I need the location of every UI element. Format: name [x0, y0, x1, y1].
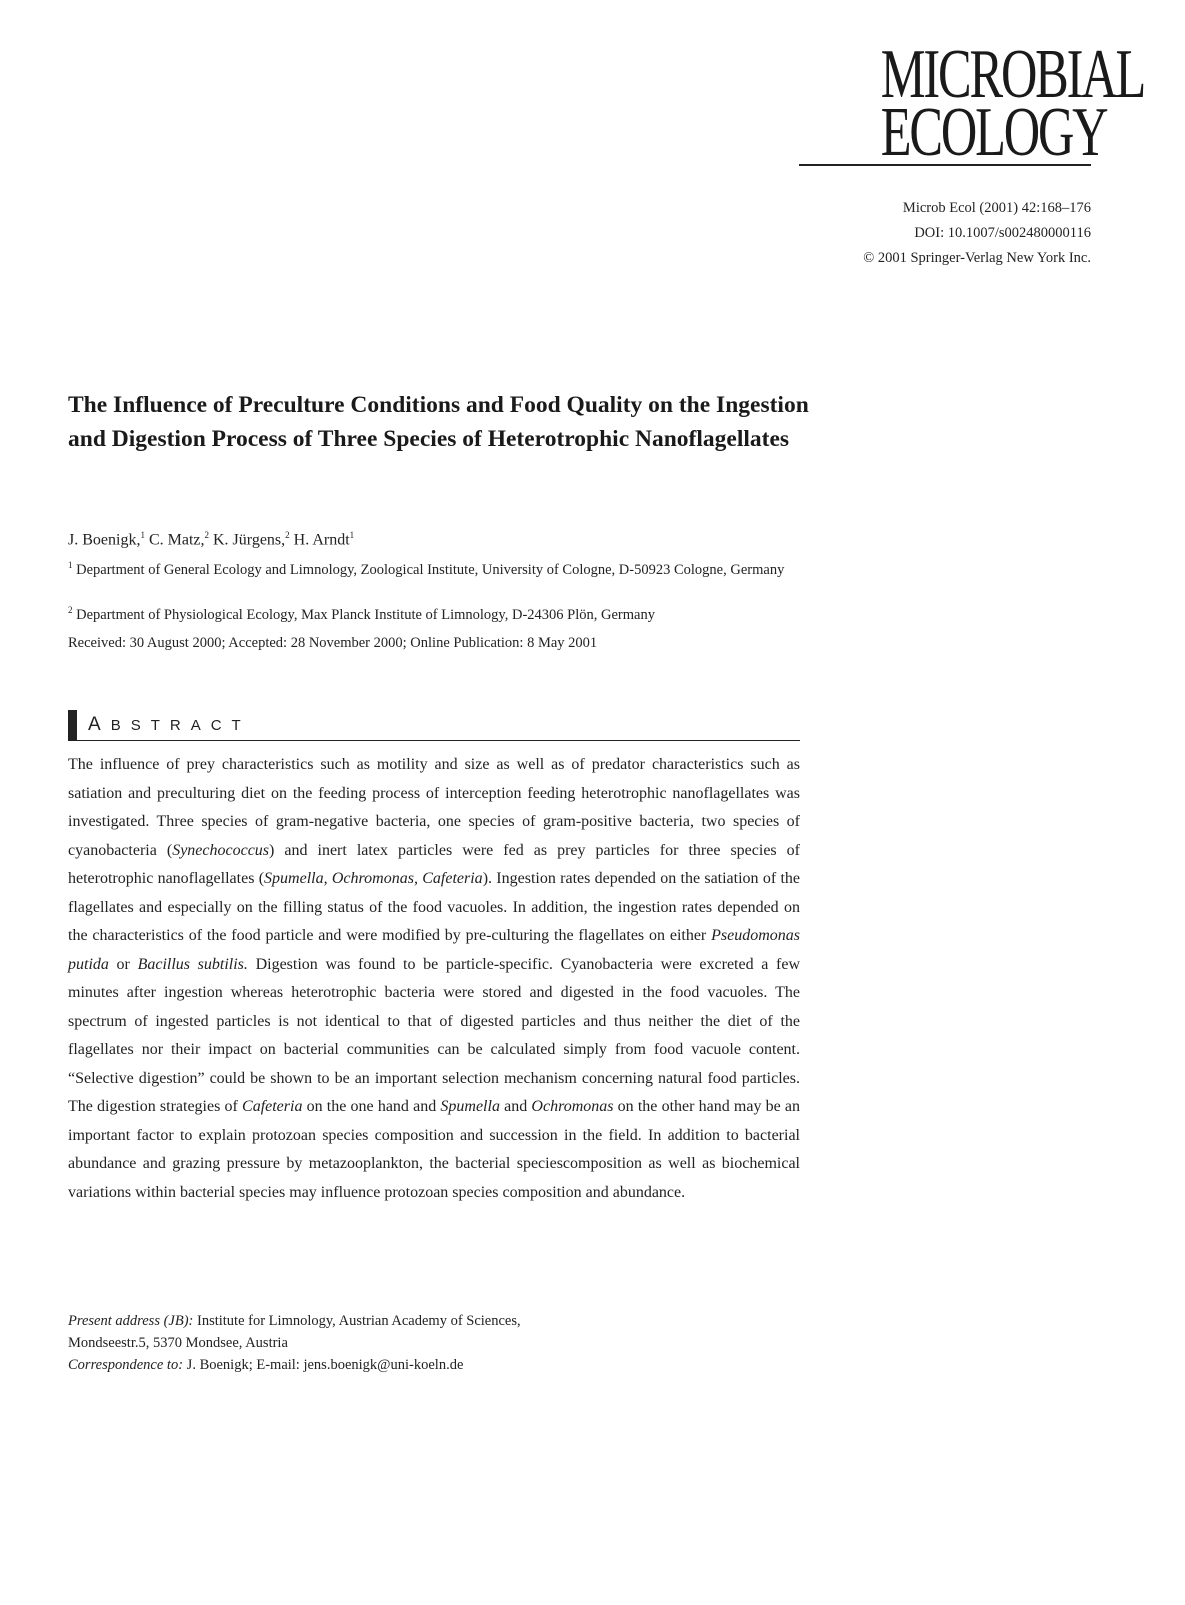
affiliation-2 [68, 599, 798, 626]
author-name: K. Jürgens, [213, 531, 286, 549]
abstract-text: ) and inert latex particles were fed as prey particles for three species of heterotrophic nanoflagellates ( [68, 841, 801, 887]
abstract-text: ). Ingestion rates depended on the satiation of the flagellates and especially on the filling status of the food vacuoles. In addition, the ingestion rates depended on the characteristics of the food particle and were modified by pre-culturing the flagellates on either [68, 870, 801, 944]
logo-line-1: MICROBIAL [880, 36, 1145, 113]
citation-block [863, 196, 1091, 271]
footnote [68, 1310, 521, 1376]
doi[interactable]: DOI: 10.1007/s002480000116 [914, 225, 1091, 241]
author-affiliation-mark: 2 [204, 530, 209, 540]
species-name: Cafeteria [242, 1098, 303, 1115]
abstract-body [68, 751, 800, 1207]
species-name: Spumella, Ochromonas, Cafeteria [264, 870, 483, 887]
abstract-heading-text [88, 714, 251, 736]
species-name: Bacillus subtilis. [137, 955, 248, 973]
present-address-line-2: Mondseestr.5, 5370 Mondsee, Austria [68, 1335, 288, 1351]
affiliation-text: Department of General Ecology and Limnology, Zoological Institute, University of Cologne, D-50923 Cologne, Germany [76, 561, 785, 578]
abstract-text: or [108, 955, 138, 973]
abstract-heading-rest: BSTRACT [110, 717, 251, 734]
author-affiliation-mark: 1 [140, 530, 145, 540]
affiliation-text: Department of Physiological Ecology, Max Planck Institute of Limnology, D-24306 Plön, Germany [76, 606, 655, 623]
species-name: Spumella [440, 1098, 500, 1115]
abstract-text: Digestion was found to be particle-specific. Cyanobacteria were excreted a few minutes after ingestion whereas heterotrophic bacteria were stored and digested in the food vacuoles. The spectrum of ingested particles is not identical to that of digested particles and thus neither the diet of the flagellates nor their impact on bacterial communities can be calculated simply from food vacuole content. “Selective digestion” could be shown to be an important selection mechanism concerning natural food particles. The digestion strategies of [68, 955, 801, 1115]
author-name: C. Matz, [148, 531, 205, 549]
logo-line-2: ECOLOGY [880, 94, 1107, 171]
abstract-text: The influence of prey characteristics such as motility and size as well as of predator characteristics such as satiation and preculturing diet on the feeding process of interception feeding heterotrophic nanoflagellates was investigated. Three species of gram-negative bacteria, one species of gram-positive bacteria, two species of cyanobacteria ( [68, 756, 800, 859]
abstract-heading-initial: A [88, 714, 111, 735]
correspondence-text[interactable]: J. Boenigk; E-mail: jens.boenigk@uni-koeln.de [183, 1357, 464, 1373]
journal-citation: Microb Ecol (2001) 42:168–176 [902, 200, 1091, 216]
present-address-line-1 [68, 1310, 521, 1332]
author-affiliation-mark: 2 [285, 530, 290, 540]
correspondence-label: Correspondence to: [68, 1357, 184, 1373]
abstract-heading-bar [68, 710, 77, 741]
species-name: Ochromonas [531, 1098, 614, 1115]
author-name: H. Arndt [293, 531, 350, 549]
article-title: The Influence of Preculture Conditions and Food Quality on the Ingestion and Digestion Process of Three Species of Heterotrophic Nanoflagellates [68, 392, 809, 452]
author-affiliation-mark: 1 [349, 530, 355, 540]
present-address-label: Present address (JB): [68, 1313, 194, 1329]
author-list [68, 530, 354, 549]
journal-logo [799, 36, 1145, 171]
affiliation-number: 1 [68, 560, 73, 570]
abstract-heading [68, 710, 800, 741]
abstract-text: and [499, 1098, 532, 1115]
species-name: Pseudomonas putida [68, 927, 800, 973]
correspondence-line [68, 1354, 521, 1376]
publication-dates: Received: 30 August 2000; Accepted: 28 November 2000; Online Publication: 8 May 2001 [68, 635, 598, 651]
abstract-text: on the other hand may be an important factor to explain protozoan species composition and succession in the field. In addition to bacterial abundance and grazing pressure by metazooplankton, the bacterial speciescomposition as well as biochemical variations within bacterial species may influence protozoan species composition and abundance. [68, 1098, 801, 1201]
copyright: © 2001 Springer-Verlag New York Inc. [863, 250, 1091, 266]
affiliation-1 [68, 554, 798, 581]
affiliation-number: 2 [68, 605, 73, 615]
author-name: J. Boenigk, [68, 531, 141, 549]
present-address-text: Institute for Limnology, Austrian Academy of Sciences, [193, 1313, 521, 1329]
species-name: Synechococcus [172, 841, 270, 859]
abstract-text: on the one hand and [302, 1098, 441, 1115]
